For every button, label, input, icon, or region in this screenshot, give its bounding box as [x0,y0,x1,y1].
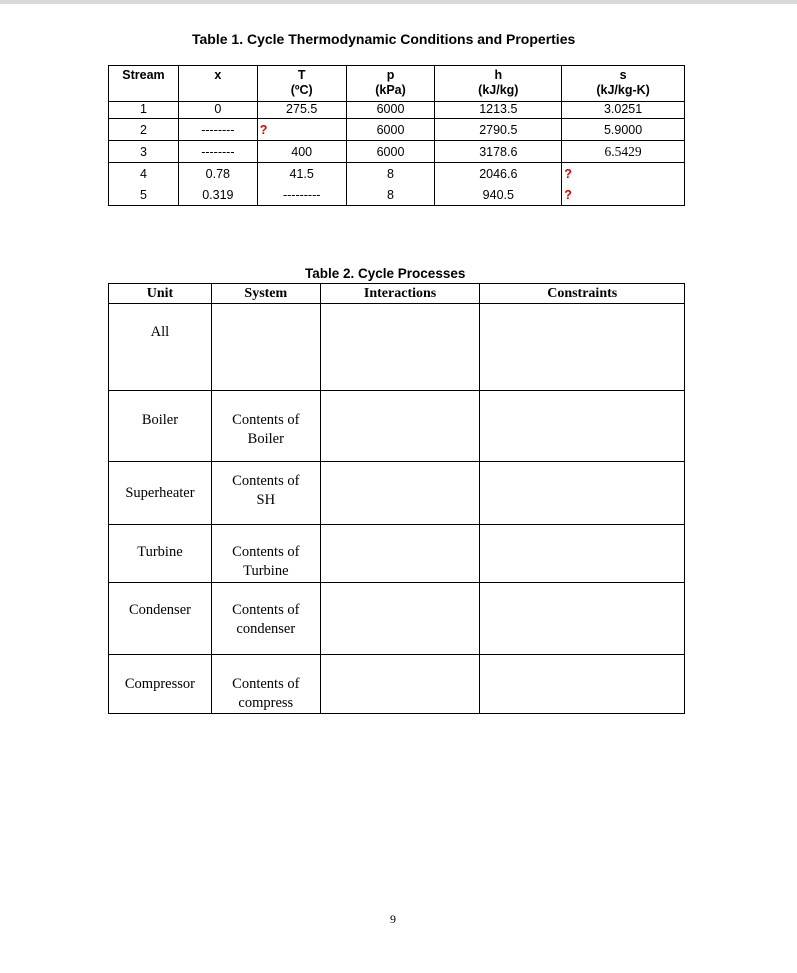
unit-cell: Compressor [109,655,212,714]
pressure-cell: 6000 [346,102,435,119]
stream-cell: 3 [109,141,179,163]
system-line: SH [256,492,276,508]
entropy-cell: 5.9000 [562,119,685,141]
system-line: condenser [236,621,296,637]
table-row [109,391,685,462]
pressure-cell: 8 [346,184,435,206]
header-T: T (ºC) [257,66,346,102]
constraints-cell [480,304,685,391]
unit-cell: Turbine [109,525,212,583]
pressure-cell: 8 [346,163,435,185]
interactions-cell [320,462,480,525]
quality-cell: -------- [178,119,257,141]
constraints-cell [480,462,685,525]
header-h: h (kJ/kg) [435,66,562,102]
table1-title: Table 1. Cycle Thermodynamic Conditions and Properties [192,31,576,47]
interactions-cell [320,304,480,391]
table-row [109,141,685,163]
temperature-cell: 400 [257,141,346,163]
quality-cell: -------- [178,141,257,163]
entropy-cell [562,184,685,206]
header-system: System [211,284,320,304]
system-cell [211,655,320,714]
top-border [0,0,797,4]
cycle-conditions-table [108,65,685,206]
unknown-marker: ? [259,122,268,137]
table-row [109,655,685,714]
table-row [109,102,685,119]
page-number: 9 [390,912,396,926]
header-x: x [178,66,257,102]
enthalpy-cell: 940.5 [435,184,562,206]
constraints-cell [480,525,685,583]
header-constraints: Constraints [480,284,685,304]
system-line: Contents of [232,412,300,428]
interactions-cell [320,525,480,583]
constraints-cell [480,391,685,462]
unit-cell: Boiler [109,391,212,462]
interactions-cell [320,583,480,655]
header-s: s (kJ/kg-K) [562,66,685,102]
quality-cell: 0 [178,102,257,119]
unknown-marker: ? [564,187,572,202]
unit-cell: All [109,304,212,391]
system-line: compress [238,695,294,711]
constraints-cell [480,655,685,714]
table-row [109,163,685,185]
system-line: Contents of [232,602,300,618]
entropy-cell [562,163,685,185]
entropy-cell: 6.5429 [562,141,685,163]
temperature-cell: 41.5 [257,163,346,185]
unit-cell: Condenser [109,583,212,655]
stream-cell: 4 [109,163,179,185]
interactions-cell [320,655,480,714]
system-line: Contents of [232,473,300,489]
header-stream: Stream [109,66,179,102]
system-cell [211,391,320,462]
table2-title: Table 2. Cycle Processes [305,266,466,281]
table-row [109,462,685,525]
header-interactions: Interactions [320,284,480,304]
stream-cell: 1 [109,102,179,119]
enthalpy-cell: 1213.5 [435,102,562,119]
unit-cell: Superheater [109,462,212,525]
header-p: p (kPa) [346,66,435,102]
enthalpy-cell: 2790.5 [435,119,562,141]
quality-cell: 0.319 [178,184,257,206]
unknown-marker: ? [564,166,572,181]
table-row [109,184,685,206]
quality-cell: 0.78 [178,163,257,185]
table1-header-row [109,66,685,102]
temperature-cell: 275.5 [257,102,346,119]
system-cell [211,304,320,391]
interactions-cell [320,391,480,462]
table-row [109,304,685,391]
system-cell [211,525,320,583]
table-row [109,583,685,655]
table-row [109,119,685,141]
system-line: Turbine [243,563,289,579]
table2-header-row [109,284,685,304]
system-cell [211,462,320,525]
system-line: Contents of [232,676,300,692]
stream-cell: 2 [109,119,179,141]
system-line: Boiler [247,431,284,447]
header-unit: Unit [109,284,212,304]
temperature-cell [257,119,346,141]
enthalpy-cell: 3178.6 [435,141,562,163]
pressure-cell: 6000 [346,141,435,163]
enthalpy-cell: 2046.6 [435,163,562,185]
system-cell [211,583,320,655]
entropy-cell: 3.0251 [562,102,685,119]
cycle-processes-table [108,283,685,714]
system-line: Contents of [232,544,300,560]
constraints-cell [480,583,685,655]
temperature-cell: --------- [257,184,346,206]
table-row [109,525,685,583]
pressure-cell: 6000 [346,119,435,141]
stream-cell: 5 [109,184,179,206]
